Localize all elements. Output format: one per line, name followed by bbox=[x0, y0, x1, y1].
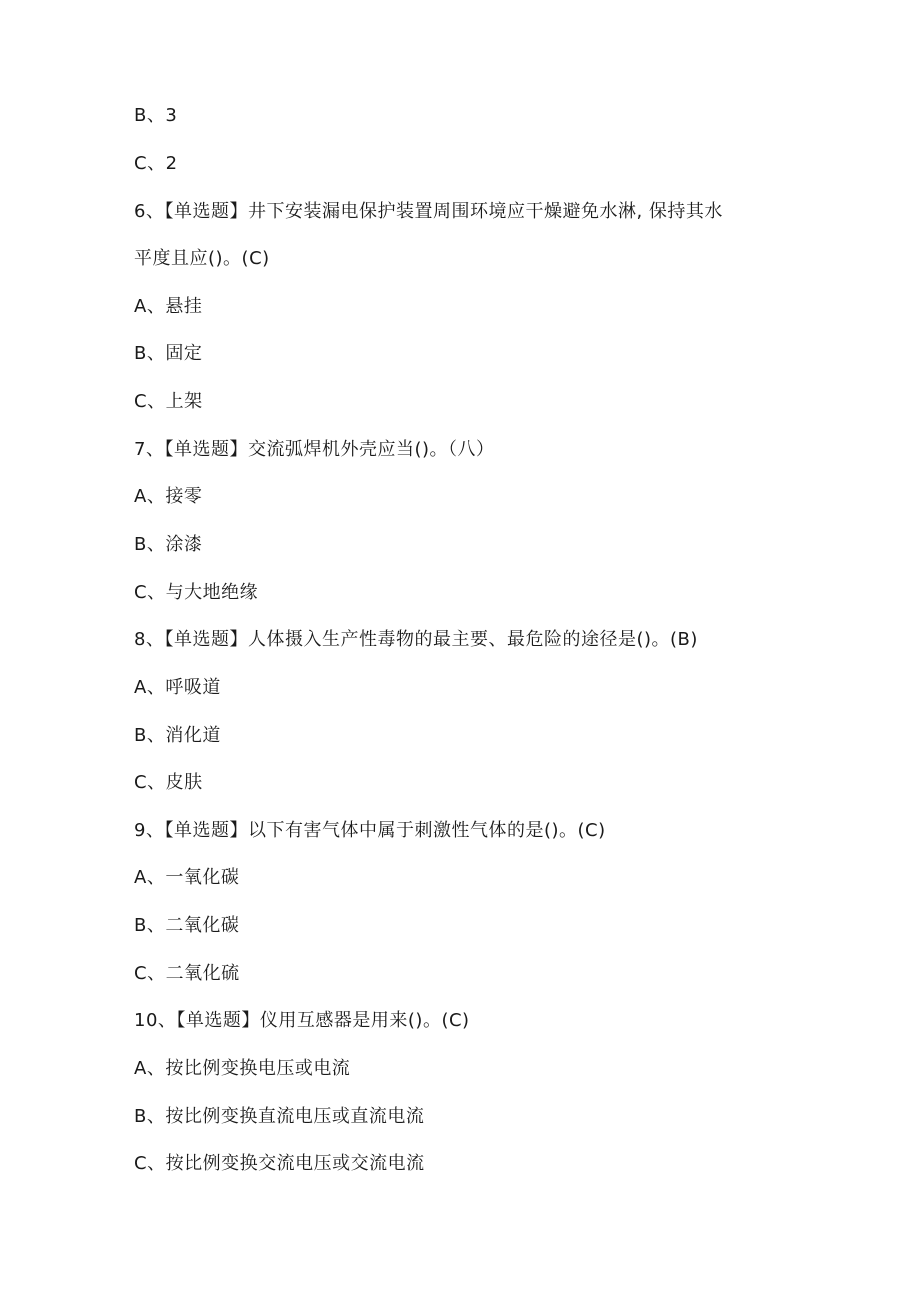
option-7b: B、涂漆 bbox=[134, 534, 203, 555]
option-10a: A、按比例变换电压或电流 bbox=[134, 1058, 351, 1079]
option-7c: C、与大地绝缘 bbox=[134, 582, 259, 603]
option-8b: B、消化道 bbox=[134, 725, 221, 746]
option-10b: B、按比例变换直流电压或直流电流 bbox=[134, 1106, 425, 1127]
option-9a: A、一氧化碳 bbox=[134, 867, 240, 888]
question-9-text: 9、【单选题】以下有害气体中属于刺激性气体的是()。(C) bbox=[134, 820, 606, 841]
option-10c: C、按比例变换交流电压或交流电流 bbox=[134, 1153, 425, 1174]
option-6a: A、悬挂 bbox=[134, 296, 203, 317]
question-10-text: 10、【单选题】仪用互感器是用来()。(C) bbox=[134, 1010, 470, 1031]
question-8-text: 8、【单选题】人体摄入生产性毒物的最主要、最危险的途径是()。(B) bbox=[134, 629, 698, 650]
question-7-text: 7、【单选题】交流弧焊机外壳应当()。（八） bbox=[134, 439, 495, 460]
option-8a: A、呼吸道 bbox=[134, 677, 221, 698]
option-6c: C、上架 bbox=[134, 391, 203, 412]
option-9b: B、二氧化碳 bbox=[134, 915, 240, 936]
option-9c: C、二氧化硫 bbox=[134, 963, 240, 984]
option-6b: B、固定 bbox=[134, 343, 203, 364]
option-8c: C、皮肤 bbox=[134, 772, 203, 793]
question-6-text-cont: 平度且应()。(C) bbox=[134, 248, 270, 269]
question-6-text: 6、【单选题】井下安装漏电保护装置周围环境应干燥避免水淋, 保持其水 bbox=[134, 201, 723, 222]
option-7a: A、接零 bbox=[134, 486, 203, 507]
option-5b: B、3 bbox=[134, 105, 178, 126]
option-5c: C、2 bbox=[134, 153, 178, 174]
